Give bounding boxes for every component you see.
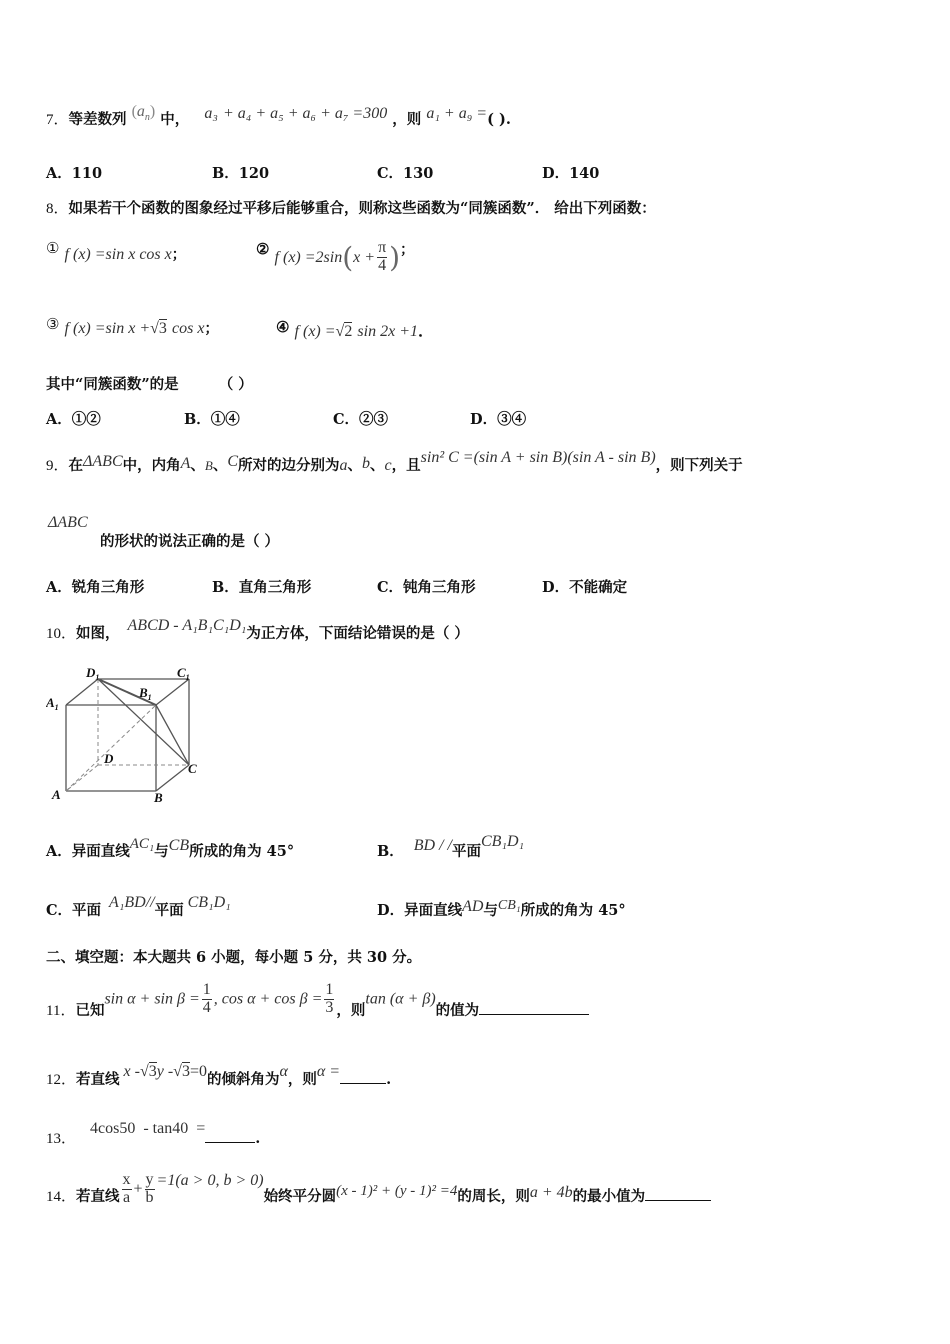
q13-line: 13．4cos50 - tan40 =. [46, 1120, 261, 1147]
q7-eq-head: a₃ [204, 105, 218, 122]
q8-number: 8． [46, 201, 69, 217]
q8-func-2: ② f (x) =2sin(x + $\frac{\pi}{4}$ )； [256, 239, 415, 274]
q10-line: 10．如图， ABCD - A₁B₁C₁D₁为正方体，下面结论错误的是（ ） [46, 617, 469, 642]
q8-option-c[interactable]: C．②③ [333, 411, 389, 428]
q10-option-a[interactable]: A．异面直线AC₁与CB所成的角为 45° [46, 836, 295, 860]
q9-line-1: 9．在ΔABC中，内角A、B、C所对的边分别为a、b、c，且sin² C =(sin A + sin B)(sin A - sin B)，则下列关于 [46, 449, 743, 474]
q11-line: 11．已知sin α + sin β = $\frac{1}{4}$ , cos α + cos β = $\frac{1}{3}$ ，则tan (α + β)的值为 [46, 982, 589, 1022]
q12-line: 12．若直线 x -√3y -√3=0的倾斜角为α，则α = . [46, 1063, 392, 1088]
q8-func-3: ③ f (x) =sin x +√3 cos x； [46, 315, 219, 337]
q7-text-1: 等差数列 [68, 111, 127, 128]
q9-option-d[interactable]: D．不能确定 [542, 579, 628, 596]
q8-func-4: ④ f (x) =√2 sin 2x +1． [276, 318, 435, 340]
q7-line [46, 103, 511, 131]
label-d: D [104, 751, 114, 766]
q9-triangle-2: ΔABC [48, 514, 88, 531]
q7-text-3: ，则 [392, 111, 422, 128]
label-c1: $C_1$ [177, 665, 190, 682]
q7-text-4: ( ). [487, 111, 511, 128]
q8-stem [46, 197, 656, 218]
q7-number: 7． [46, 112, 69, 128]
q10-option-c[interactable]: C．平面 A₁BD//平面 CB₁D₁ [46, 894, 231, 919]
q9-option-a[interactable]: A．锐角三角形 [46, 579, 145, 596]
q8-stem-text: 如果若干个函数的图象经过平移后能够重合，则称这些函数为“同簇函数”． 给出下列函数： [68, 200, 656, 217]
q7-seq: $(a_n)$ [131, 103, 156, 124]
label-a1: $A_1$ [46, 695, 59, 712]
q8-option-b[interactable]: B．①④ [184, 411, 240, 428]
q9-line-2: 的形状的说法正确的是（ ） [100, 533, 280, 550]
q8-option-a[interactable]: A．①② [46, 411, 101, 428]
section-2-heading: 二、填空题：本大题共 6 小题，每小题 5 分，共 30 分。 [46, 949, 422, 966]
q10-option-d[interactable]: D．异面直线AD与CB₁所成的角为 45° [377, 898, 626, 919]
q7-text-2: 中， [160, 111, 190, 128]
cube-figure [46, 665, 206, 805]
q14-line: 14．若直线 $\frac{x}{a}$ + $\frac{y}{b}$ =1(a > 0, b > 0)始终平分圆(x - 1)² + (y - 1)² =4的周长，则a + 4b的最小值为 [46, 1172, 711, 1207]
q8-option-d[interactable]: D．③④ [470, 411, 527, 428]
q7-ask: a₁ + a₉ = [426, 105, 488, 122]
q7-option-a[interactable]: A．110 [46, 165, 103, 182]
q7-equation: + a₄ + a₅ + a₆ + a₇ =300 [222, 105, 388, 122]
q8-ask: 其中“同簇函数”的是 （ ） [46, 376, 253, 393]
q7-option-d[interactable]: D．140 [542, 165, 600, 182]
label-c: C [188, 761, 197, 776]
q9-option-b[interactable]: B．直角三角形 [212, 579, 312, 596]
q9-option-c[interactable]: C．钝角三角形 [377, 579, 476, 596]
label-b1: $B_1$ [139, 685, 152, 702]
label-d1: $D_1$ [86, 665, 100, 682]
label-a: A [52, 787, 61, 802]
q10-option-b[interactable]: B． BD / /平面CB₁D₁ [377, 833, 525, 860]
label-b: B [154, 790, 163, 805]
q8-func-1: ① f (x) =sin x cos x； [46, 239, 186, 263]
q7-option-c[interactable]: C．130 [377, 165, 434, 182]
q7-option-b[interactable]: B．120 [212, 165, 270, 182]
